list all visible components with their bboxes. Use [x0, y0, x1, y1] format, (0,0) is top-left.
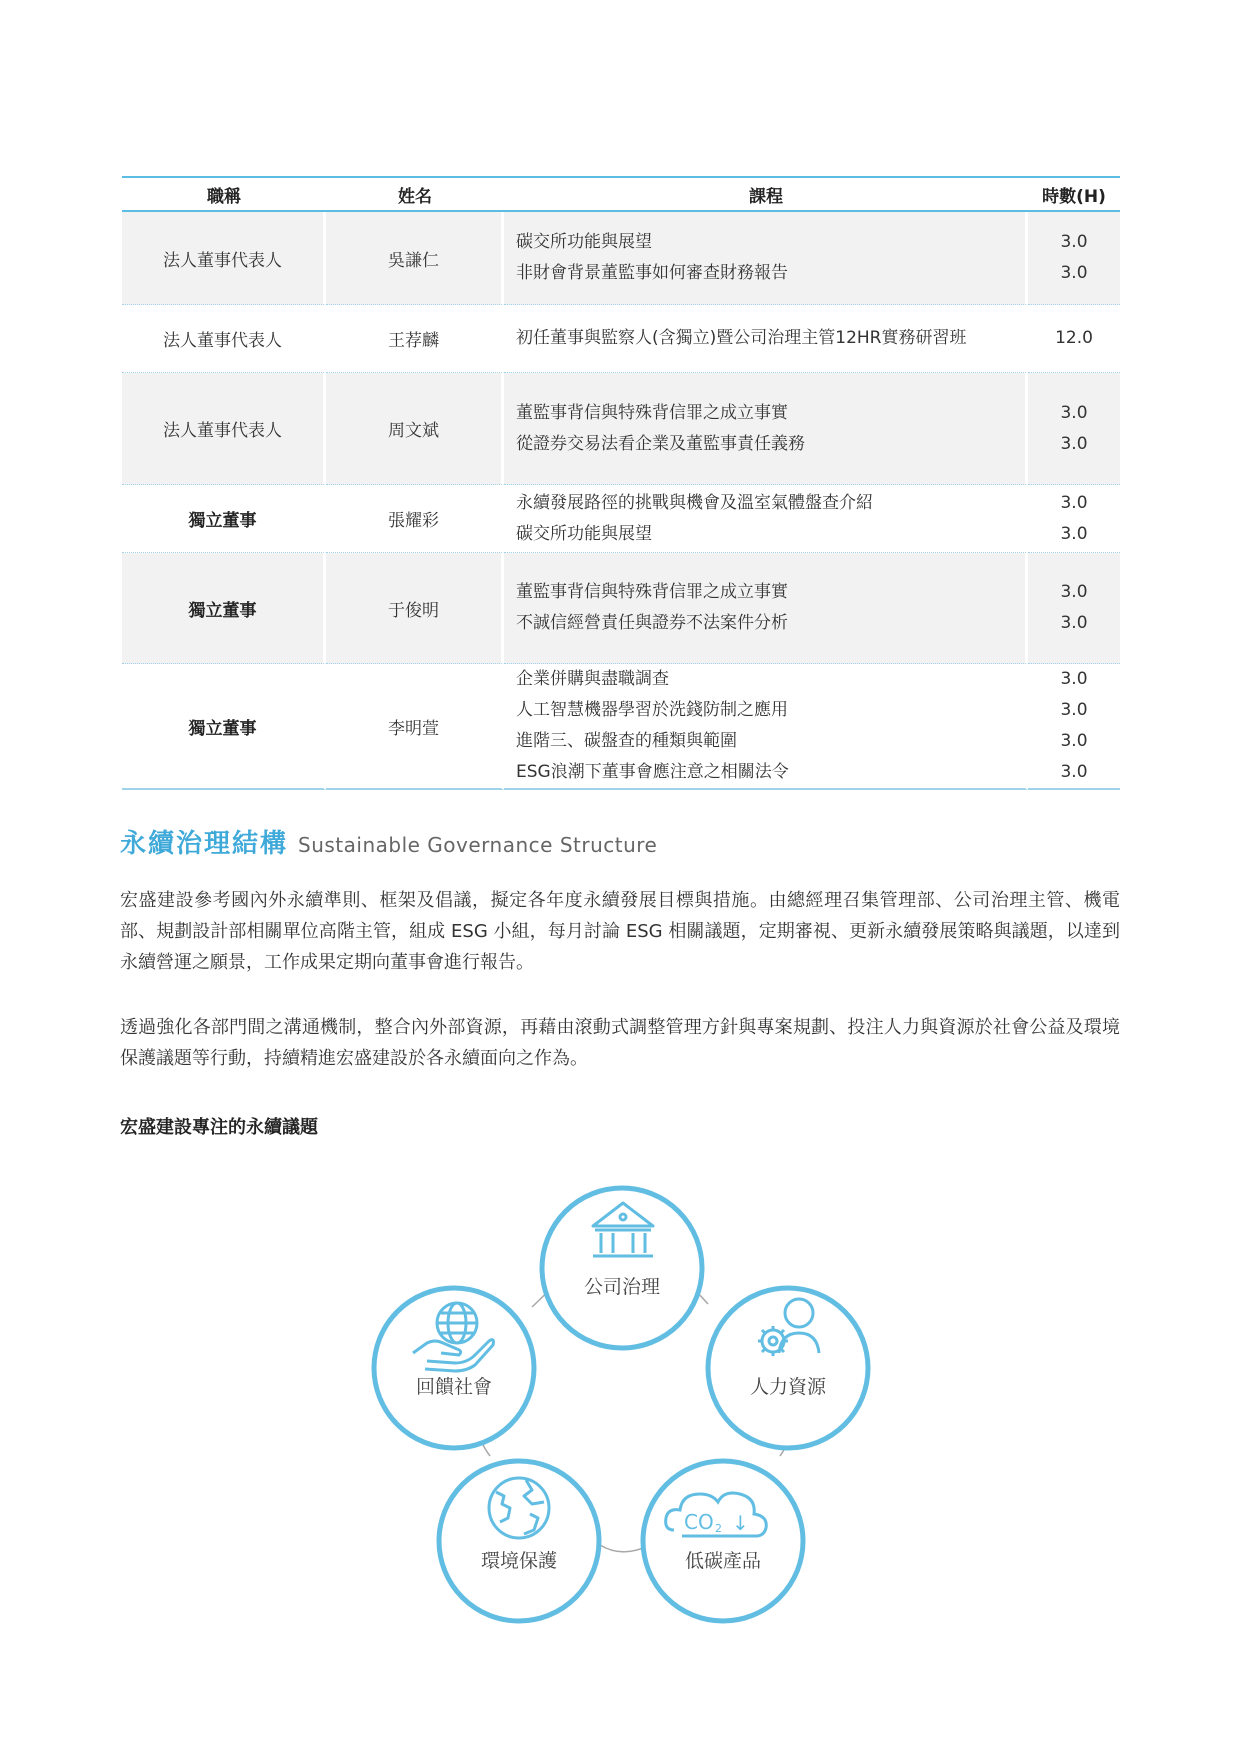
course-cell: [504, 212, 1028, 305]
course-line: 從證券交易法看企業及董監事責任義務: [516, 433, 805, 454]
role-cell: 獨立董事: [122, 664, 326, 790]
course-line: ESG浪潮下董事會應注意之相關法令: [516, 762, 789, 782]
role-cell: 法人董事代表人: [122, 373, 326, 485]
node-ring: [643, 1461, 803, 1621]
table-row: [122, 664, 1120, 790]
hours-line: 3.0: [1060, 582, 1088, 602]
course-line: 董監事背信與特殊背信罪之成立事實: [516, 402, 788, 423]
role-cell: 獨立董事: [122, 553, 326, 664]
hours-line: 3.0: [1060, 433, 1088, 454]
header-name: 姓名: [326, 176, 504, 212]
course-line: 非財會背景董監事如何審查財務報告: [516, 263, 788, 283]
resources-paragraph: 透過強化各部門間之溝通機制，整合內外部資源，再藉由滾動式調整管理方針與專案規劃、投注人力與資源於社會公益及環境保護議題等行動，持續精進宏盛建設於各永續面向之作為。: [120, 1017, 1120, 1069]
hours-line: 3.0: [1060, 232, 1088, 252]
hours-line: 3.0: [1060, 263, 1088, 283]
node-label-corporate-governance: 公司治理: [583, 1276, 660, 1298]
hours-line: 3.0: [1060, 700, 1088, 720]
hours-line: 3.0: [1060, 731, 1088, 751]
hours-cell: [1028, 373, 1120, 485]
table-row: [122, 373, 1120, 485]
course-cell: [504, 553, 1028, 664]
course-line: 初任董事與監察人(含獨立)暨公司治理主管12HR實務研習班: [516, 328, 967, 348]
node-low-carbon-products: [638, 1456, 808, 1626]
course-line: 董監事背信與特殊背信罪之成立事實: [516, 582, 788, 602]
name-cell: 王荐麟: [326, 305, 504, 373]
course-cell: [504, 485, 1028, 553]
course-cell: [504, 305, 1028, 373]
hours-cell: [1028, 664, 1120, 790]
node-label-human-resources: 人力資源: [749, 1376, 826, 1398]
name-cell: 吳謙仁: [326, 212, 504, 305]
header-course: 課程: [504, 176, 1028, 212]
co2-subscript: 2: [715, 1522, 722, 1535]
course-line: 人工智慧機器學習於洗錢防制之應用: [516, 700, 788, 720]
hours-line: 12.0: [1055, 328, 1093, 348]
node-ring: [708, 1288, 868, 1448]
course-line: 碳交所功能與展望: [516, 523, 652, 544]
name-cell: 于俊明: [326, 553, 504, 664]
node-label-low-carbon-products: 低碳產品: [684, 1550, 761, 1572]
node-ring: [542, 1188, 702, 1348]
hours-cell: [1028, 553, 1120, 664]
role-cell: 法人董事代表人: [122, 212, 326, 305]
director-training-table: [122, 176, 1120, 790]
name-cell: 周文斌: [326, 373, 504, 485]
hours-line: 3.0: [1060, 669, 1088, 689]
intro-paragraph: 宏盛建設參考國內外永續準則、框架及倡議，擬定各年度永續發展目標與措施。由總經理召集管理部、公司治理主管、機電部、規劃設計部相關單位高階主管，組成 ESG 小組，每月討論 ESG 相關議題，定期審視、更新永續發展策略與議題，以達到永續營運之願景，工作成果定期向董事會進行報告。: [120, 890, 1120, 973]
hours-line: 3.0: [1060, 492, 1088, 513]
header-hours: 時數(H): [1028, 176, 1120, 212]
course-cell: [504, 373, 1028, 485]
section-heading: [120, 823, 657, 860]
section-title-en: Sustainable Governance Structure: [298, 833, 658, 857]
node-label-social-contribution: 回饋社會: [415, 1376, 492, 1398]
node-social-contribution: [369, 1283, 539, 1453]
header-title: 職稱: [122, 176, 326, 212]
section-title-zh: 永續治理結構: [120, 829, 289, 859]
table-header-row: [122, 176, 1120, 212]
name-cell: 張耀彩: [326, 485, 504, 553]
table-row: [122, 305, 1120, 373]
table-row: [122, 553, 1120, 664]
table-row: [122, 212, 1120, 305]
course-line: 永續發展路徑的挑戰與機會及溫室氣體盤查介紹: [516, 492, 873, 513]
course-cell: [504, 664, 1028, 790]
hours-cell: [1028, 212, 1120, 305]
name-cell: 李明萱: [326, 664, 504, 790]
course-line: 不誠信經營責任與證券不法案件分析: [516, 613, 788, 633]
course-line: 企業併購與盡職調查: [516, 669, 669, 689]
node-human-resources: [703, 1283, 873, 1453]
co2-down-arrow: ↓: [732, 1511, 749, 1535]
node-corporate-governance: [537, 1183, 707, 1353]
connector-line: [600, 1545, 643, 1552]
focus-issues-heading: 宏盛建設專注的永續議題: [120, 1117, 318, 1138]
role-cell: 獨立董事: [122, 485, 326, 553]
table-row: [122, 485, 1120, 553]
hours-line: 3.0: [1060, 402, 1088, 423]
hours-cell: [1028, 305, 1120, 373]
node-environmental-protection: [434, 1456, 604, 1626]
hours-line: 3.0: [1060, 762, 1088, 782]
hours-line: 3.0: [1060, 523, 1088, 544]
node-ring: [439, 1461, 599, 1621]
role-cell: 法人董事代表人: [122, 305, 326, 373]
course-line: 碳交所功能與展望: [516, 232, 652, 252]
course-line: 進階三、碳盤查的種類與範圍: [516, 731, 737, 751]
hours-cell: [1028, 485, 1120, 553]
co2-text: CO: [684, 1510, 714, 1534]
node-label-environmental-protection: 環境保護: [480, 1550, 557, 1572]
hours-line: 3.0: [1060, 613, 1088, 633]
